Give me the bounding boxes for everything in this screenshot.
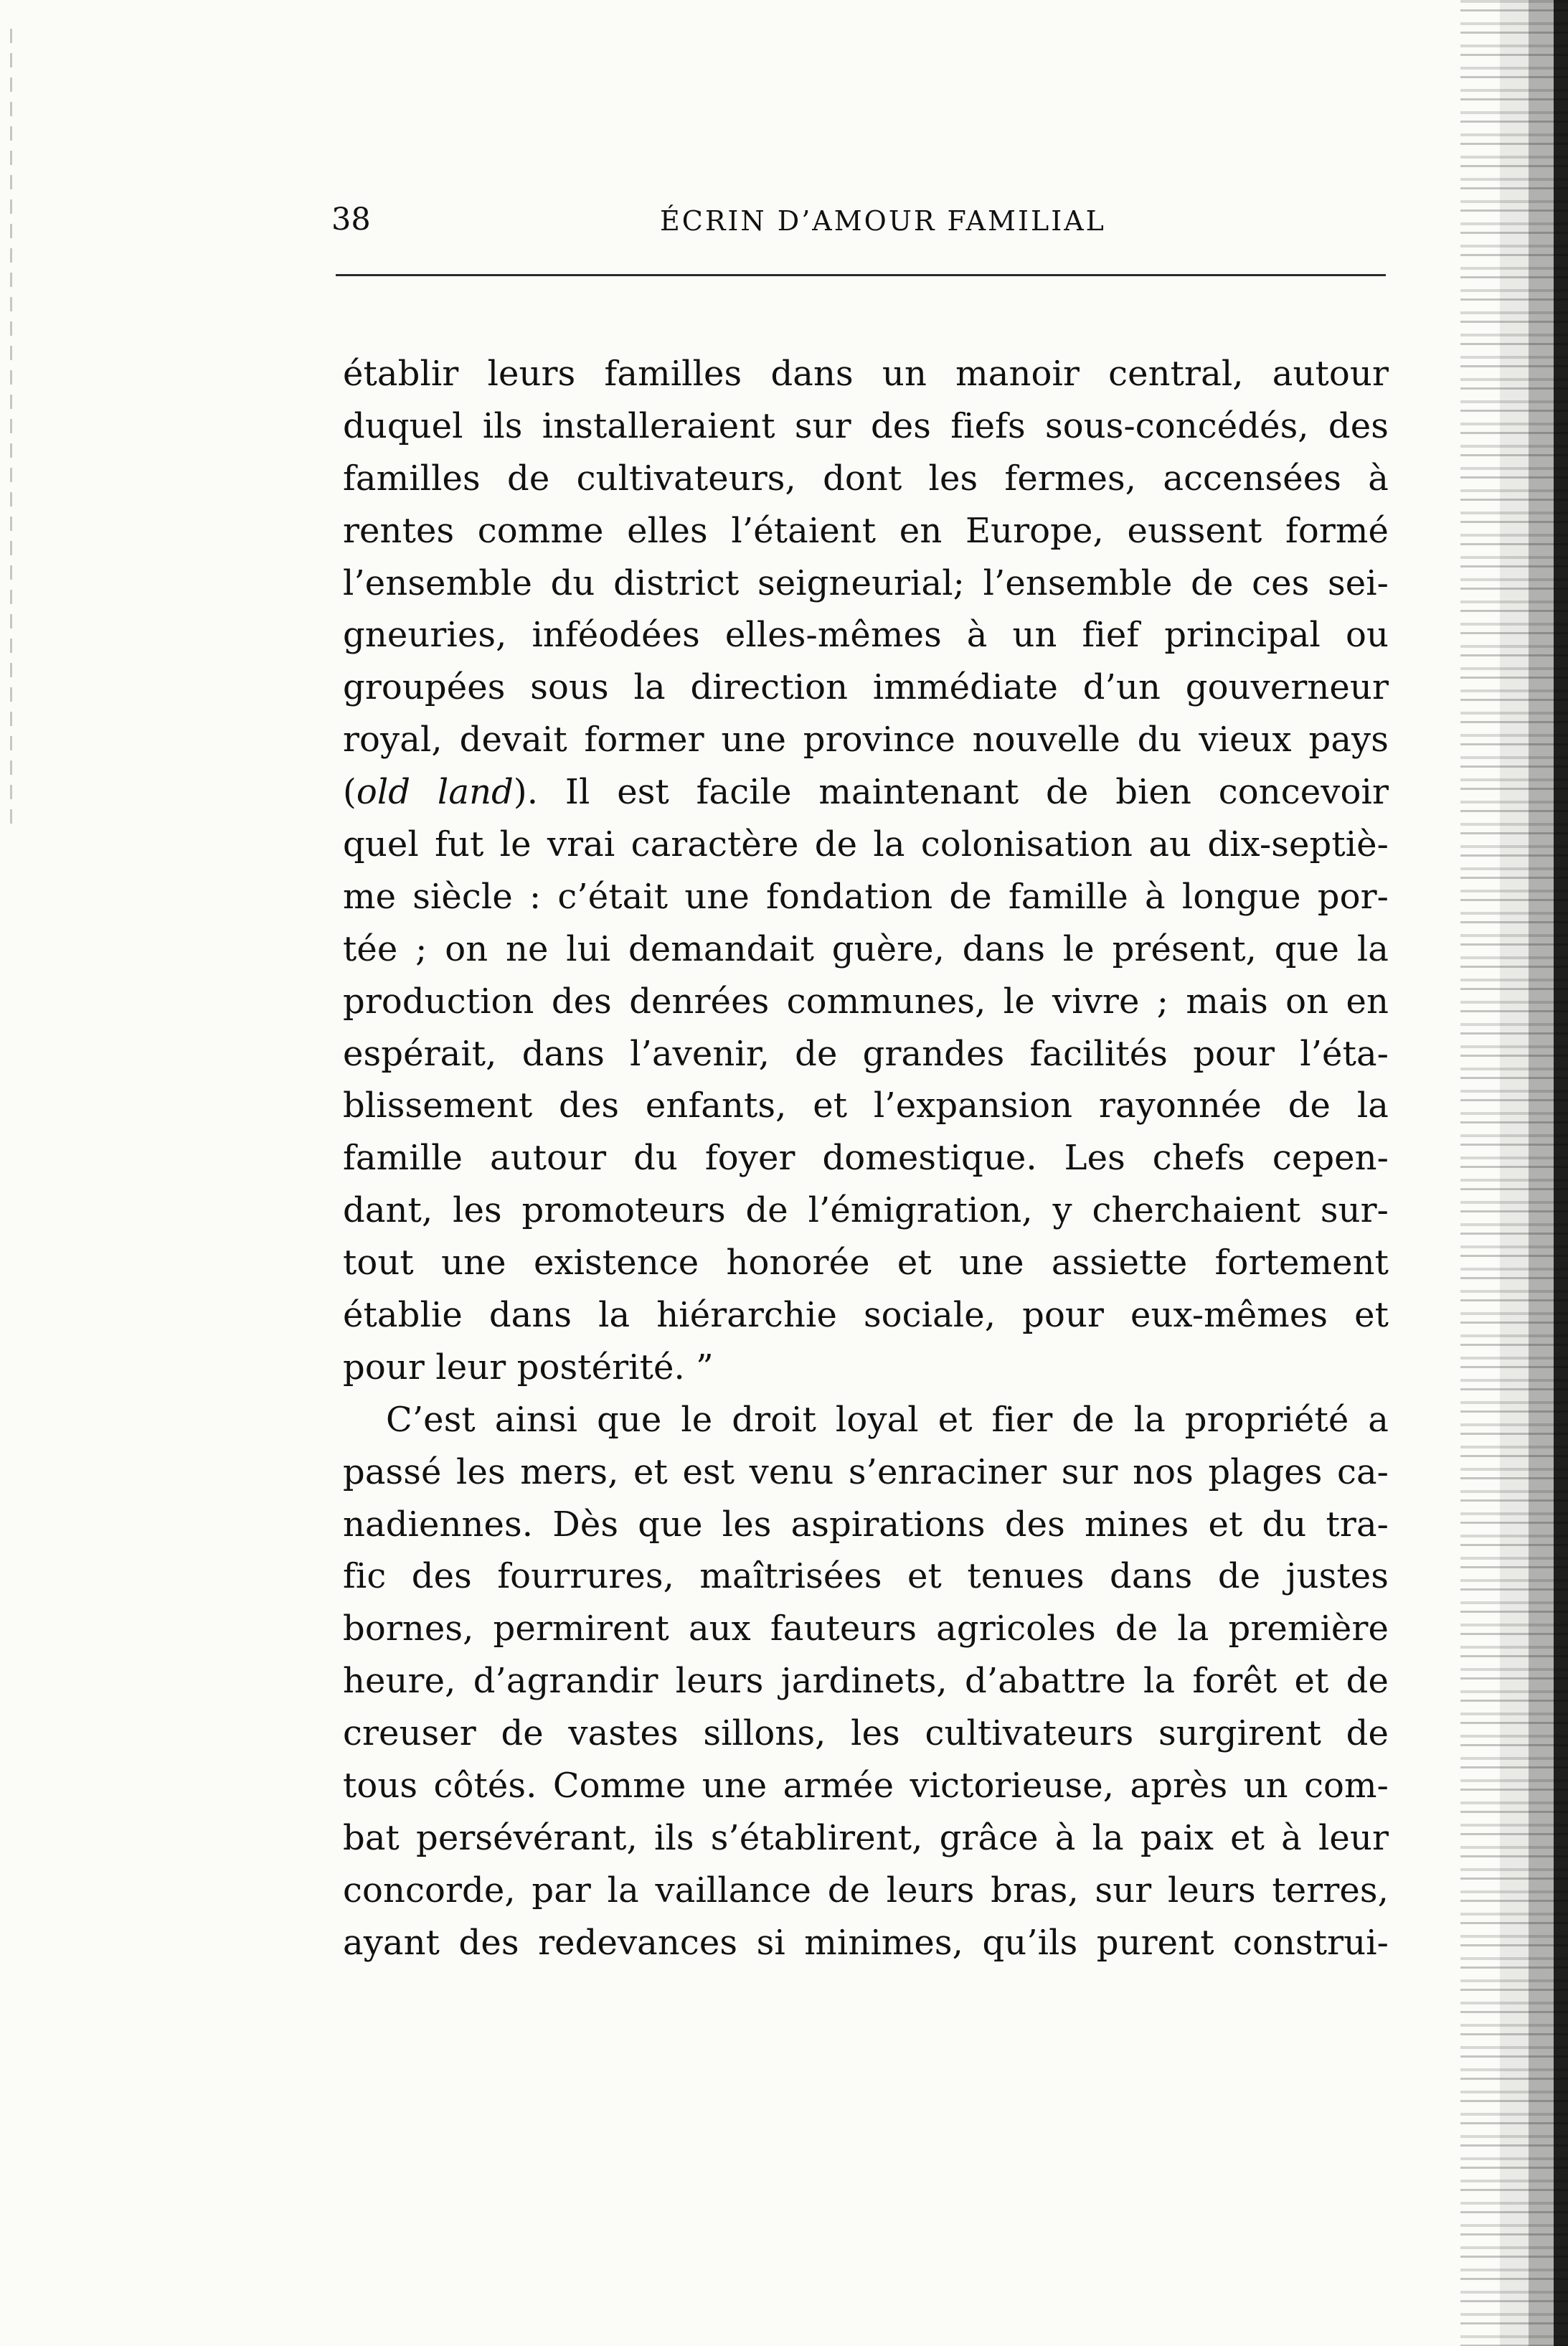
text-line: bat persévérant, ils s’établirent, grâce à la paix et à leur (343, 1817, 1389, 1858)
text-line: duquel ils installeraient sur des fiefs sous-concédés, des (343, 405, 1389, 446)
text-line: heure, d’agrandir leurs jardinets, d’abattre la forêt et de (343, 1661, 1389, 1702)
text-line: familles de cultivateurs, dont les fermes, accensées à (343, 458, 1389, 499)
text-line: creuser de vastes sillons, les cultivateurs surgirent de (343, 1713, 1389, 1754)
paragraph-end-line: pour leur postérité. ” (343, 1347, 714, 1388)
left-margin-rule (10, 29, 12, 832)
text-line: dant, les promoteurs de l’émigration, y cherchaient sur- (343, 1190, 1389, 1231)
header-rule (336, 274, 1386, 276)
text-line: espérait, dans l’avenir, de grandes facilités pour l’éta- (343, 1033, 1389, 1074)
text-line: tout une existence honorée et une assiette fortement (343, 1243, 1389, 1283)
page-edge-shadow (1460, 0, 1568, 2346)
text-line: tée ; on ne lui demandait guère, dans le présent, que la (343, 928, 1389, 969)
page-number: 38 (331, 202, 371, 237)
text-line: nadiennes. Dès que les aspirations des mines et du tra- (343, 1504, 1389, 1545)
text-line: groupées sous la direction immédiate d’un gouverneur (343, 667, 1389, 708)
text-line: concorde, par la vaillance de leurs bras, sur leurs terres, (343, 1870, 1389, 1911)
text-line (343, 766, 1389, 819)
italic-phrase: old land (356, 772, 514, 813)
paragraph-start-line: C’est ainsi que le droit loyal et fier de la propriété a (386, 1399, 1389, 1440)
text-line: établie dans la hiérarchie sociale, pour eux-mêmes et (343, 1295, 1389, 1336)
text-line-suffix: ). Il est facile maintenant de bien concevoir (513, 772, 1389, 813)
text-line-prefix: ( (343, 772, 356, 813)
text-line: famille autour du foyer domestique. Les chefs cepen- (343, 1138, 1389, 1179)
text-line: ayant des redevances si minimes, qu’ils purent construi- (343, 1922, 1389, 1963)
page-header (331, 204, 1386, 262)
text-line: royal, devait former une province nouvelle du vieux pays (343, 720, 1389, 760)
text-line: quel fut le vrai caractère de la colonisation au dix-septiè- (343, 824, 1389, 865)
text-line: production des denrées communes, le vivre ; mais on en (343, 981, 1389, 1022)
text-line: bornes, permirent aux fauteurs agricoles de la première (343, 1608, 1389, 1649)
text-line: passé les mers, et est venu s’enraciner sur nos plages ca- (343, 1451, 1389, 1492)
text-line: me siècle : c’était une fondation de famille à longue por- (343, 876, 1389, 917)
text-line: fic des fourrures, maîtrisées et tenues dans de justes (343, 1556, 1389, 1597)
text-line: gneuries, inféodées elles-mêmes à un fief principal ou (343, 615, 1389, 656)
running-title: ÉCRIN D’AMOUR FAMILIAL (660, 205, 1106, 237)
text-line: blissement des enfants, et l’expansion rayonnée de la (343, 1085, 1389, 1126)
page-body (343, 348, 1389, 1969)
text-line: tous côtés. Comme une armée victorieuse, après un com- (343, 1766, 1389, 1806)
text-line: établir leurs familles dans un manoir central, autour (343, 354, 1389, 394)
text-line: rentes comme elles l’étaient en Europe, eussent formé (343, 510, 1389, 551)
text-line: l’ensemble du district seigneurial; l’ensemble de ces sei- (343, 562, 1389, 603)
